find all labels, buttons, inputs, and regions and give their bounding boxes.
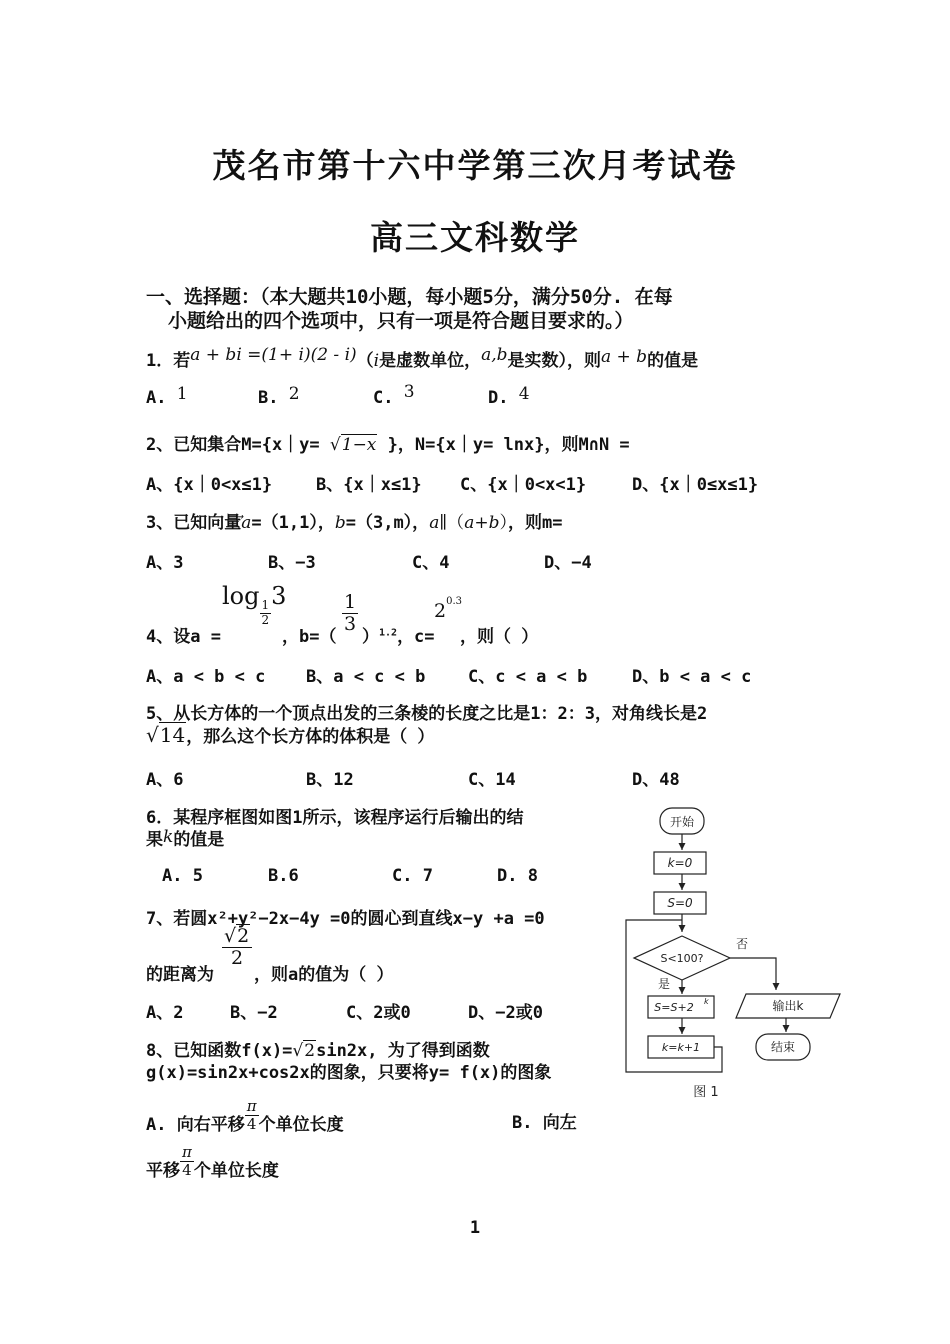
flow-update-s-sup: k [704, 997, 709, 1006]
q4-frac-num: 1 [344, 591, 357, 613]
q8-opt-a-frac: $\frac{\pi}{4}$ [246, 1097, 257, 1133]
question-8-line2: g(x)=sin2x+cos2x的图象，只要将y= f(x)的图象 [146, 1063, 552, 1083]
q3-plus: + [474, 513, 489, 533]
q1-opt-d-label: D. [488, 388, 509, 408]
q1-options [146, 382, 646, 412]
q3-b-vec-2: b [488, 513, 500, 533]
q6-options [162, 866, 582, 890]
section-heading-line2: 小题给出的四个选项中，只有一项是符合题目要求的。） [168, 310, 634, 332]
q8-sqrt: √2 [292, 1041, 316, 1061]
q7-frac [222, 926, 252, 969]
q6-opt-d: D. 8 [497, 866, 538, 886]
q8-opt-b-cont: 平移 [146, 1161, 180, 1181]
q1-opt-a: 1 [176, 384, 188, 404]
q1-mid3: 是实数），则 [507, 351, 601, 371]
q1-i-var: i [373, 351, 380, 371]
question-4 [146, 622, 221, 647]
q8-option-a [146, 1097, 344, 1135]
q1-opt-a-label: A. [146, 388, 167, 408]
q4-rest [282, 622, 336, 647]
q4-c-base: 2 [434, 600, 447, 622]
q3-options [146, 548, 646, 572]
q4-frac-den: 3 [344, 612, 357, 635]
q5-line2: ，那么这个长方体的体积是（ ） [186, 727, 435, 747]
q2-opt-c: C、{x｜0<x<1} [460, 475, 587, 495]
q4-suffix-wrap [460, 622, 538, 647]
question-6-line1: 6．某程序框图如图1所示，该程序运行后输出的结 [146, 808, 524, 828]
q8-opt-b-unit: 个单位长度 [193, 1161, 279, 1181]
q3-a-vec-2: a [429, 513, 440, 533]
q8-radicand: 2 [304, 1041, 316, 1061]
q4-b-text: ，b=（ [282, 627, 337, 647]
q7-opt-c: C、2或0 [346, 1003, 411, 1023]
q7-opt-b: B、−2 [230, 1003, 278, 1023]
q4-opt-c: C、c < a < b [468, 667, 588, 687]
q4-frac [342, 592, 358, 635]
q1-opt-b: 2 [288, 384, 300, 404]
q3-mid2: =（3,m）， [345, 513, 430, 533]
q4-c-text: ，c= [397, 627, 435, 647]
q4-log [222, 582, 287, 627]
q7-opt-d: D、−2或0 [468, 1003, 543, 1023]
flow-start-label: 开始 [669, 815, 695, 829]
q8-opt-a-unit: 个单位长度 [258, 1115, 344, 1135]
q3-a-vec: a [241, 513, 252, 533]
q3-mid1: =（1,1）， [251, 513, 335, 533]
page-number: 1 [469, 1218, 481, 1238]
q4-b-close: ） [362, 627, 379, 647]
q4-log-text: log [222, 582, 260, 610]
q1-ab: a,b [481, 345, 508, 365]
q4-log-arg: 3 [271, 582, 287, 610]
q4-c-power: 0.3 [446, 596, 462, 608]
q5-radicand: 14 [159, 723, 186, 747]
question-5-line2 [146, 722, 434, 747]
flow-output-label: 输出k [772, 999, 804, 1013]
q2-opt-a: A、{x｜0<x≤1} [146, 475, 273, 495]
q1-aplusb: a + b [601, 347, 648, 367]
q5-opt-a: A、6 [146, 770, 184, 790]
q2-suffix: }，N={x｜y= lnx}，则M∩N = [387, 435, 630, 455]
q8-opt-b-frac: $\frac{\pi}{4}$ [182, 1143, 192, 1179]
q7-frac-den: 2 [231, 946, 244, 969]
q2-radicand: 1−x [341, 435, 377, 455]
q5-options [146, 765, 796, 789]
q1-opt-c: 3 [403, 382, 415, 402]
q6-opt-a: A. 5 [162, 866, 203, 886]
q4-b-exp [362, 622, 435, 647]
question-2 [146, 430, 630, 455]
q8-prefix: 8、已知函数f(x)= [146, 1041, 293, 1061]
q4-b-power: 1.2 [379, 627, 398, 639]
q7-suffix: ，则a的值为（ ） [254, 965, 394, 985]
q2-sqrt: √1−x [329, 435, 377, 455]
q7-frac-num: √2 [222, 926, 252, 948]
exam-title: 茂名市第十六中学第三次月考试卷 [212, 146, 738, 185]
q1-mid1: （ [356, 351, 374, 371]
section-heading-line1: 一、选择题：（本大题共10小题，每小题5分，满分50分. 在每 [146, 286, 673, 308]
q6-suffix: 的值是 [173, 830, 225, 850]
q3-opt-b: B、−3 [268, 553, 316, 573]
q2-opt-b: B、{x｜x≤1} [316, 475, 422, 495]
q4-log-base: $\frac{1}{2}$ [261, 598, 270, 627]
flow-caption: 图 1 [693, 1085, 719, 1100]
flowchart-figure [618, 796, 848, 1106]
question-1 [146, 346, 698, 371]
q6-opt-c: C. 7 [392, 866, 433, 886]
q5-sqrt: √14 [146, 723, 186, 747]
q1-suffix: 的值是 [647, 351, 699, 371]
q2-opt-d: D、{x｜0≤x≤1} [632, 475, 759, 495]
question-5-line1: 5、从长方体的一个顶点出发的三条棱的长度之比是1：2：3，对角线长是2 [146, 704, 708, 724]
q2-prefix: 2、已知集合M={x｜y= [146, 435, 320, 455]
q4-c-base-wrap [434, 596, 462, 622]
q5-opt-c: C、14 [468, 770, 516, 790]
q7-options [146, 998, 596, 1022]
question-3 [146, 508, 562, 533]
q3-close: ） [499, 513, 508, 533]
exam-subtitle: 高三文科数学 [370, 218, 580, 257]
q1-prefix: 1．若 [146, 351, 191, 371]
flow-end-label: 结束 [770, 1040, 796, 1054]
q3-prefix: 3、已知向量 [146, 513, 242, 533]
q8-option-b: B. 向左 [512, 1113, 577, 1133]
flow-cond-label: S<100? [660, 952, 704, 965]
q1-formula: a + bi =(1+ i)(2 - i) [190, 345, 357, 365]
q3-parallel: ∥（ [439, 513, 465, 533]
q3-opt-d: D、−4 [544, 553, 592, 573]
q6-prefix: 果 [146, 830, 163, 850]
q4-opt-b: B、a < c < b [306, 667, 426, 687]
q8-opt-a-prefix: A. 向右平移 [146, 1115, 245, 1135]
q7-prefix: 的距离为 [146, 965, 214, 985]
q8-option-b-cont [146, 1143, 279, 1181]
q2-options [146, 470, 796, 494]
q5-opt-b: B、12 [306, 770, 354, 790]
q7-suffix-wrap [254, 960, 393, 985]
question-7-line2 [146, 960, 214, 985]
question-7-line1: 7、若圆x²+y²−2x−4y =0的圆心到直线x−y +a =0 [146, 909, 545, 929]
q1-mid2: 是虚数单位， [379, 351, 482, 371]
q1-opt-c-label: C. [373, 388, 394, 408]
q6-k-var: k [163, 827, 174, 847]
q4-options [146, 662, 796, 686]
q7-opt-a: A、2 [146, 1003, 184, 1023]
flow-no-label: 否 [736, 937, 749, 951]
question-6-line2 [146, 825, 224, 850]
flow-s0-label: S=0 [667, 896, 693, 910]
q3-b-vec: b [334, 513, 346, 533]
q4-prefix: 4、设a = [146, 627, 221, 647]
q5-opt-d: D、48 [632, 770, 680, 790]
q1-opt-d: 4 [518, 384, 530, 404]
q6-opt-b: B.6 [268, 866, 299, 886]
q3-a-vec-3: a [464, 513, 475, 533]
q3-opt-a: A、3 [146, 553, 184, 573]
q8-line1-suffix: sin2x, 为了得到函数 [316, 1041, 490, 1061]
q4-opt-d: D、b < a < c [632, 667, 752, 687]
q1-opt-b-label: B. [258, 388, 279, 408]
q3-suffix: ，则m= [507, 513, 563, 533]
q4-suffix: ，则（ ） [460, 627, 539, 647]
q3-opt-c: C、4 [412, 553, 450, 573]
flow-k0-label: k=0 [667, 856, 693, 870]
q4-opt-a: A、a < b < c [146, 667, 266, 687]
flow-yes-label: 是 [658, 977, 671, 991]
flow-update-k-label: k=k+1 [661, 1041, 701, 1054]
flow-update-s-label: S=S+2 [654, 1001, 694, 1014]
